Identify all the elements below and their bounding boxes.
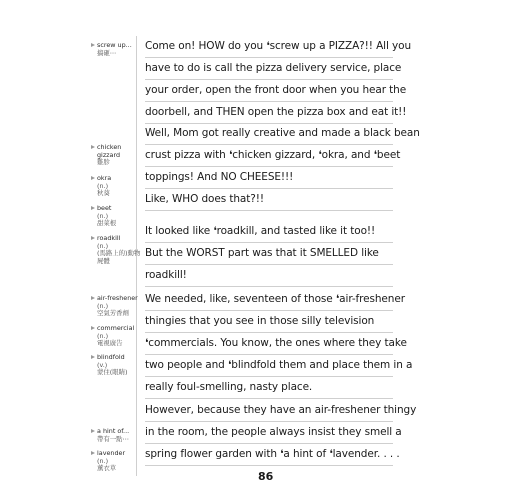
- bullet-icon: [91, 429, 95, 433]
- bullet-icon: [91, 206, 95, 210]
- gloss-pos: (n.): [97, 456, 109, 465]
- gloss-word: screw up...: [97, 41, 132, 49]
- gloss-chicken-gizzard: [97, 144, 141, 167]
- gloss-word: commercial: [97, 324, 135, 332]
- gloss-pos: (n.): [97, 241, 109, 250]
- bullet-icon: [91, 326, 95, 330]
- bullet-icon: [91, 236, 95, 240]
- gloss-pos: (n.): [97, 181, 109, 190]
- paragraph: [145, 400, 417, 466]
- text-line: have to do is call the pizza delivery service, place: [145, 58, 393, 80]
- paragraph: [145, 123, 420, 189]
- gloss-translation: 蒙住(眼睛): [97, 368, 128, 377]
- gloss-word: roadkill: [97, 234, 121, 242]
- text-line: Come on! HOW do you ❛screw up a PIZZA?!! All you: [145, 36, 393, 58]
- gloss-translation: 甜菜根: [97, 219, 117, 228]
- text-line: toppings! And NO CHEESE!!!: [145, 167, 393, 189]
- gloss-translation: 電視廣告: [97, 339, 123, 348]
- bullet-icon: [91, 43, 95, 47]
- bullet-icon: [91, 451, 95, 455]
- page-number: 86: [258, 470, 274, 483]
- bullet-icon: [91, 296, 95, 300]
- gloss-commercial: [97, 325, 141, 348]
- gloss-translation: 薰衣草: [97, 464, 117, 473]
- gloss-beet: [97, 205, 141, 228]
- gloss-word: okra: [97, 174, 112, 182]
- gloss-a-hint-of: [97, 428, 141, 443]
- gloss-translation: 空氣芳香劑: [97, 309, 129, 318]
- gloss-word: beet: [97, 204, 112, 212]
- text-line: two people and ❛blindfold them and place them in a: [145, 355, 393, 377]
- gloss-pos: (n.): [97, 211, 109, 220]
- gloss-translation: 帶有一點⋯: [97, 434, 129, 443]
- gloss-lavender: [97, 450, 141, 473]
- gloss-roadkill: [97, 235, 141, 265]
- paragraph: [145, 189, 393, 211]
- text-line: Well, Mom got really creative and made a black bean: [145, 123, 393, 145]
- paragraph: [145, 36, 412, 124]
- gloss-pos: (v.): [97, 360, 108, 369]
- gloss-word: a hint of...: [97, 427, 130, 435]
- gloss-translation: 秋葵: [97, 189, 110, 198]
- gloss-translation: (馬路上的)動物屍體: [97, 249, 141, 265]
- text-line: It looked like ❛roadkill, and tasted like it too!!: [145, 221, 393, 243]
- paragraph: [145, 221, 393, 287]
- gloss-translation: 雞胗: [97, 158, 110, 167]
- gloss-word: chicken gizzard: [97, 143, 122, 159]
- bullet-icon: [91, 145, 95, 149]
- text-line: Like, WHO does that?!!: [145, 189, 393, 211]
- text-line: ❛commercials. You know, the ones where they take: [145, 333, 393, 355]
- gloss-pos: (n.): [97, 331, 109, 340]
- gloss-word: air-freshener: [97, 294, 138, 302]
- text-line: thingies that you see in those silly television: [145, 311, 393, 333]
- gloss-pos: (n.): [97, 301, 109, 310]
- text-line: your order, open the front door when you hear the: [145, 80, 393, 102]
- text-line: really foul-smelling, nasty place.: [145, 377, 393, 399]
- text-line: crust pizza with ❛chicken gizzard, ❛okra, and ❛beet: [145, 145, 393, 167]
- gloss-word: blindfold: [97, 353, 125, 361]
- text-line: spring flower garden with ❛a hint of ❛lavender. . . .: [145, 444, 393, 466]
- text-line: roadkill!: [145, 265, 393, 287]
- gloss-screw-up: [97, 42, 141, 57]
- text-line: doorbell, and THEN open the pizza box and eat it!!: [145, 102, 393, 124]
- text-line: in the room, the people always insist they smell a: [145, 422, 393, 444]
- gloss-translation: 搞砸⋯: [97, 48, 117, 57]
- text-line: We needed, like, seventeen of those ❛air-freshener: [145, 289, 393, 311]
- bullet-icon: [91, 176, 95, 180]
- gloss-blindfold: [97, 354, 141, 377]
- paragraph: [145, 289, 413, 399]
- text-line: However, because they have an air-freshener thingy: [145, 400, 393, 422]
- gloss-word: lavender: [97, 449, 126, 457]
- bullet-icon: [91, 355, 95, 359]
- text-line: But the WORST part was that it SMELLED like: [145, 243, 393, 265]
- gloss-okra: [97, 175, 141, 198]
- gloss-air-freshener: [97, 295, 141, 318]
